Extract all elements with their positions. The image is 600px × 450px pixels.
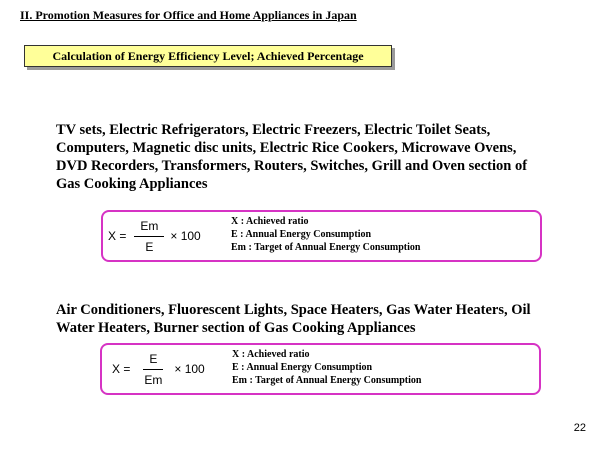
legend-2 (232, 348, 421, 387)
multiplier: × 100 (174, 362, 205, 376)
fraction (138, 352, 168, 387)
legend-item-em: Em : Target of Annual Energy Consumption (231, 242, 421, 253)
legend-item-x: X : Achieved ratio (231, 216, 309, 227)
denominator: Em (144, 372, 163, 387)
numerator: E (143, 352, 163, 370)
appliance-list-group-1: TV sets, Electric Refrigerators, Electric Freezers, Electric Toilet Seats, Computers, Magnetic disc units, Electric Rice Cookers, Microwave Ovens, DVD Recorders, Transformers, Routers, Switches, Grill and Oven section of Gas Cooking Appliances (56, 122, 528, 192)
formula-1 (108, 212, 201, 260)
formula-lhs: X = (112, 362, 131, 376)
appliance-list-group-2: Air Conditioners, Fluorescent Lights, Space Heaters, Gas Water Heaters, Oil Water Heaters, Burner section of Gas Cooking Appliances (56, 302, 531, 336)
formula-2 (112, 345, 205, 393)
multiplier: × 100 (170, 229, 201, 243)
legend-1 (231, 215, 420, 254)
legend-item-e: E : Annual Energy Consumption (231, 229, 372, 240)
legend-item-x: X : Achieved ratio (232, 349, 310, 360)
subtitle-box (24, 45, 392, 67)
numerator: Em (134, 219, 164, 237)
legend-item-em: Em : Target of Annual Energy Consumption (232, 375, 422, 386)
formula-box-1 (101, 210, 542, 262)
formula-box-2 (100, 343, 541, 395)
formula-lhs: X = (108, 229, 127, 243)
denominator: E (145, 239, 154, 254)
fraction (134, 219, 164, 254)
subtitle-text: Calculation of Energy Efficiency Level; Achieved Percentage (52, 48, 364, 63)
legend-item-e: E : Annual Energy Consumption (232, 362, 373, 373)
slide-title: II. Promotion Measures for Office and Home Appliances in Japan (20, 8, 357, 22)
page-number: 22 (573, 422, 586, 434)
